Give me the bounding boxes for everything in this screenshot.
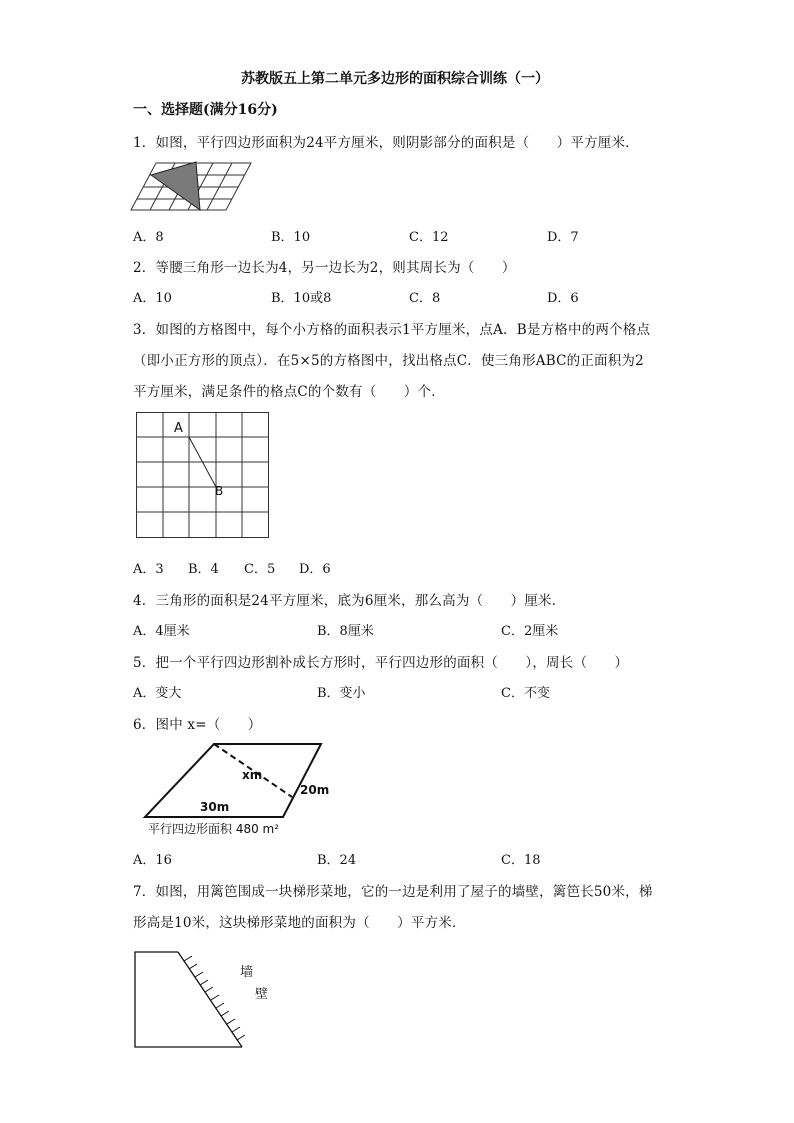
q2-option-d: D．6 bbox=[547, 291, 579, 306]
q1-option-a: A．8 bbox=[133, 230, 164, 245]
question-1-text: 1．如图，平行四边形面积为24平方厘米，则阴影部分的面积是（ ）平方厘米． bbox=[133, 135, 639, 151]
question-4-text: 4．三角形的面积是24平方厘米，底为6厘米，那么高为（ ）厘米． bbox=[133, 593, 566, 609]
q3-option-c: C．5 bbox=[244, 562, 276, 577]
q2-option-b: B．10或8 bbox=[271, 291, 332, 306]
question-7-figure bbox=[134, 950, 254, 1050]
q3-point-b-label: B bbox=[215, 484, 224, 498]
section-heading: 一、选择题(满分16分) bbox=[133, 102, 278, 118]
q6-option-b: B．24 bbox=[317, 853, 357, 868]
q7-wall-label-1: 墙 bbox=[240, 965, 254, 980]
q7-fence bbox=[135, 952, 242, 1047]
question-1-figure bbox=[130, 158, 260, 214]
q6-parallelogram bbox=[145, 744, 321, 817]
q6-label-30m: 30m bbox=[200, 800, 230, 814]
q6-option-a: A．16 bbox=[133, 853, 172, 868]
q3-option-a: A．3 bbox=[133, 562, 164, 577]
question-3-grid-figure bbox=[136, 412, 270, 540]
question-3-line1: 3．如图的方格图中，每个小方格的面积表示1平方厘米，点A．B是方格中的两个格点 bbox=[133, 322, 651, 338]
q1-option-b: B．10 bbox=[271, 230, 311, 245]
q1-shaded-triangle bbox=[151, 162, 200, 210]
q6-caption: 平行四边形面积 480 m² bbox=[148, 822, 280, 836]
question-3-line2: （即小正方形的顶点）．在5×5的方格图中，找出格点C．使三角形ABC的正面积为2 bbox=[133, 353, 644, 369]
question-7-line2: 形高是10米，这块梯形菜地的面积为（ ）平方米． bbox=[133, 915, 466, 931]
question-6-text: 6．图中 x=（ ） bbox=[133, 717, 262, 733]
q4-option-b: B．8厘米 bbox=[317, 624, 374, 639]
q6-option-c: C．18 bbox=[501, 853, 541, 868]
page-title: 苏教版五上第二单元多边形的面积综合训练（一） bbox=[241, 71, 549, 87]
question-7-line1: 7．如图，用篱笆围成一块梯形菜地，它的一边是利用了屋子的墙壁，篱笆长50米，梯 bbox=[133, 884, 653, 900]
question-5-text: 5．把一个平行四边形割补成长方形时，平行四边形的面积（ ），周长（ ） bbox=[133, 655, 629, 671]
question-2-text: 2．等腰三角形一边长为4，另一边长为2，则其周长为（ ） bbox=[133, 260, 516, 276]
q7-wall-label-2: 壁 bbox=[255, 987, 269, 1002]
q3-option-d: D．6 bbox=[299, 562, 331, 577]
q7-wall-line bbox=[178, 952, 242, 1047]
q5-option-a: A．变大 bbox=[133, 686, 182, 701]
q3-option-b: B．4 bbox=[188, 562, 219, 577]
q2-option-a: A．10 bbox=[133, 291, 172, 306]
q5-option-c: C．不变 bbox=[501, 686, 550, 701]
q4-option-a: A．4厘米 bbox=[133, 624, 190, 639]
q3-grid-border bbox=[137, 413, 269, 538]
q6-label-x: xm bbox=[242, 768, 263, 782]
q4-option-c: C．2厘米 bbox=[501, 624, 559, 639]
q3-point-a-label: A bbox=[174, 421, 183, 436]
q7-wall-hatching bbox=[184, 956, 245, 1040]
q5-option-b: B．变小 bbox=[317, 686, 366, 701]
q1-option-c: C．12 bbox=[409, 230, 449, 245]
q2-option-c: C．8 bbox=[409, 291, 441, 306]
q1-option-d: D．7 bbox=[547, 230, 579, 245]
question-3-line3: 平方厘米，满足条件的格点C的个数有（ ）个． bbox=[133, 384, 445, 400]
question-6-figure bbox=[140, 740, 330, 820]
q6-label-20m: 20m bbox=[300, 783, 330, 797]
